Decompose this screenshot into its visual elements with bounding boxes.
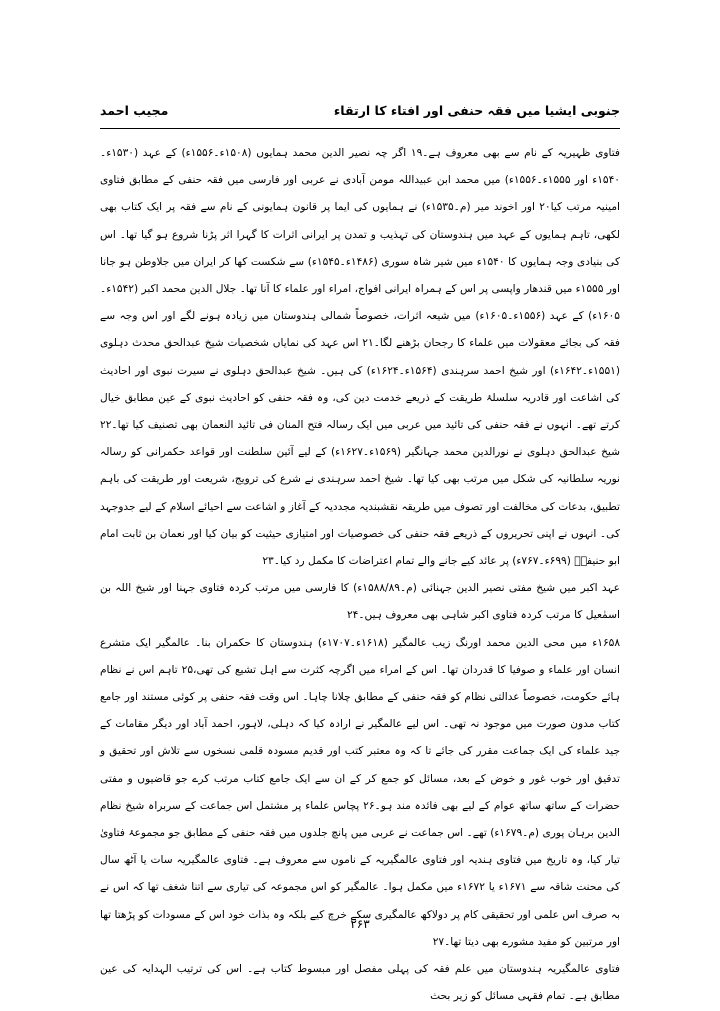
- paragraph-4: فتاوی عالمگیریہ ہندوستان میں علم فقہ کی پہلی مفصل اور مبسوط کتاب ہے۔ اس کی ترتیب الہدایہ کی عین مطابق ہے۔ تمام فقہی مسائل کو زیر بحث: [100, 963, 620, 1003]
- paragraph-1: فتاوی ظہیریہ کے نام سے بھی معروف ہے۔۱۹ اگر چہ نصیر الدین محمد ہمایوں (۱۵۰۸ء۔۱۵۵۶ء) کے عہد (۱۵۳۰ء۔۱۵۴۰ء اور ۱۵۵۵ء۔۱۵۵۶ء) میں محمد ابن عبیداللہ مومن آبادی نے عربی اور فارسی میں فقہ حنفی کے مطابق فتاوی امینیہ مرتب کیا۲۰ اور اخوند میر (م۔۱۵۳۵ء) نے ہمایوں کی ایما پر قانون ہمایونی کے نام سے فقہ پر ایک کتاب بھی لکھی، تاہم ہمایوں کے عہد میں ہندوستان کی تہذیب و تمدن پر ایرانی اثرات کا گہرا اثر پڑنا شروع ہو گیا تھا۔ اس کی بنیادی وجہ ہمایوں کا ۱۵۴۰ء میں شیر شاہ سوری (۱۴۸۶ء۔۱۵۴۵ء) سے شکست کھا کر ایران میں جلاوطن ہو جانا اور ۱۵۵۵ء میں قندھار واپسی پر اس کے ہمراہ ایرانی افواج، امراء اور علماء کا آنا تھا۔ جلال الدین محمد اکبر (۱۵۴۲ء۔۱۶۰۵ء) کے عہد (۱۵۵۶ء۔۱۶۰۵ء) میں شیعہ اثرات، خصوصاً شمالی ہندوستان میں زیادہ ہونے لگے اور اس وجہ سے فقہ کی بجائے معقولات میں علماء کا رجحان بڑھنے لگا۔۲۱ اس عہد کی نمایاں شخصیات شیخ عبدالحق محدث دہلوی (۱۵۵۱ء۔۱۶۴۲ء) اور شیخ احمد سرہندی (۱۵۶۴ء۔۱۶۲۴ء) کی ہیں۔ شیخ عبدالحق دہلوی نے سیرت نبوی اور احادیث کی اشاعت اور قادریہ سلسلۂ طریقت کے ذریعے خدمت دین کی، وہ فقہ حنفی کو احادیث نبوی کے عین مطابق خیال کرتے تھے۔ انہوں نے فقہ حنفی کی تائید میں عربی میں ایک رسالہ فتح المنان فی تائید النعمان بھی تصنیف کیا تھا۔۲۲ شیخ عبدالحق دہلوی نے نورالدین محمد جہانگیر (۱۵۶۹ء۔۱۶۲۷ء) کے لیے آئین سلطنت اور قواعد حکمرانی کو رسالہ نوریہ سلطانیہ کی شکل میں مرتب بھی کیا تھا۔ شیخ احمد سرہندی نے شرع کی ترویج، شریعت اور طریقت کی باہم تطبیق، بدعات کی مخالفت اور تصوف میں طریقہ نقشبندیہ مجددیہ کے آغاز و اشاعت سے احیائے اسلام کے لیے جدوجہد کی۔ انہوں نے اپنی تحریروں کے ذریعے فقہ حنفی کی خصوصیات اور امتیازی حیثیت کو بیان کیا اور نعمان بن ثابت امام ابو حنیفہؒ (۶۹۹ء۔۷۶۷ء) پر عائد کیے جانے والے تمام اعتراضات کا مکمل رد کیا۔۲۳: [100, 147, 621, 568]
- running-header: [100, 103, 620, 125]
- paragraph-2: عہد اکبر میں شیخ مفتی نصیر الدین جہنائی (م۔۱۵۸۸/۸۹ء) کا فارسی میں مرتب کردہ فتاوی جہنا اور شیخ اللہ بن اسمٰعیل کا مرتب کردہ فتاوی اکبر شاہی بھی معروف ہیں۔۲۴: [100, 582, 620, 622]
- body-text: [100, 140, 621, 1003]
- header-divider: [100, 128, 620, 129]
- running-header-title: جنوبی ایشیا میں فقہ حنفی اور افتاء کا ارتقاء: [333, 103, 620, 118]
- running-header-author: مجیب احمد: [100, 103, 169, 118]
- paragraph-3: ۱۶۵۸ء میں محی الدین محمد اورنگ زیب عالمگیر (۱۶۱۸ء۔۱۷۰۷ء) ہندوستان کا حکمران بنا۔ عالمگیر ایک متشرع انسان اور علماء و صوفیا کا قدردان تھا۔ اس کے امراء میں اگرچہ کثرت سے اہل تشیع کی تھی،۲۵ تاہم اس نے نظام ہائے حکومت، خصوصاً عدالتی نظام کو فقہ حنفی کے مطابق چلانا چاہا۔ اس وقت فقہ حنفی پر کوئی مستند اور جامع کتاب مدون صورت میں موجود نہ تھی۔ اس لیے عالمگیر نے ارادہ کیا کہ دہلی، لاہور، احمد آباد اور دیگر مقامات کے جید علماء کی ایک جماعت مقرر کی جائے تا کہ وہ معتبر کتب اور قدیم مسودہ قلمی نسخوں سے تلاش اور تحقیق و تدقیق اور خوب غور و خوض کے بعد، مسائل کو جمع کر کے ان سے ایک جامع کتاب مرتب کرے جو قاضیوں و مفتی حضرات کے ساتھ ساتھ عوام کے لیے بھی فائدہ مند ہو۔۲۶ پچاس علماء پر مشتمل اس جماعت کے سربراہ شیخ نظام الدین برہان پوری (م۔۱۶۷۹ء) تھے۔ اس جماعت نے عربی میں پانچ جلدوں میں فقہ حنفی کے مطابق جو مجموعۂ فتاویٰ تیار کیا، وہ تاریخ میں فتاوی ہندیہ اور فتاوی عالمگیریہ کے ناموں سے معروف ہے۔ فتاوی عالمگیریہ سات یا آٹھ سال کی محنت شاقہ سے ۱۶۷۱ء یا ۱۶۷۲ء میں مکمل ہوا۔ عالمگیر کو اس مجموعہ کی تیاری سے اتنا شغف تھا کہ اس نے بہ صرف اس علمی اور تحقیقی کام پر دولاکھ عالمگیری سکے خرچ کیے بلکہ وہ بذات خود اس کے مسودات کو پڑھتا تھا اور مرتبین کو مفید مشورے بھی دیتا تھا۔۲۷: [100, 636, 621, 948]
- page-number: ۲۶۳: [350, 917, 370, 931]
